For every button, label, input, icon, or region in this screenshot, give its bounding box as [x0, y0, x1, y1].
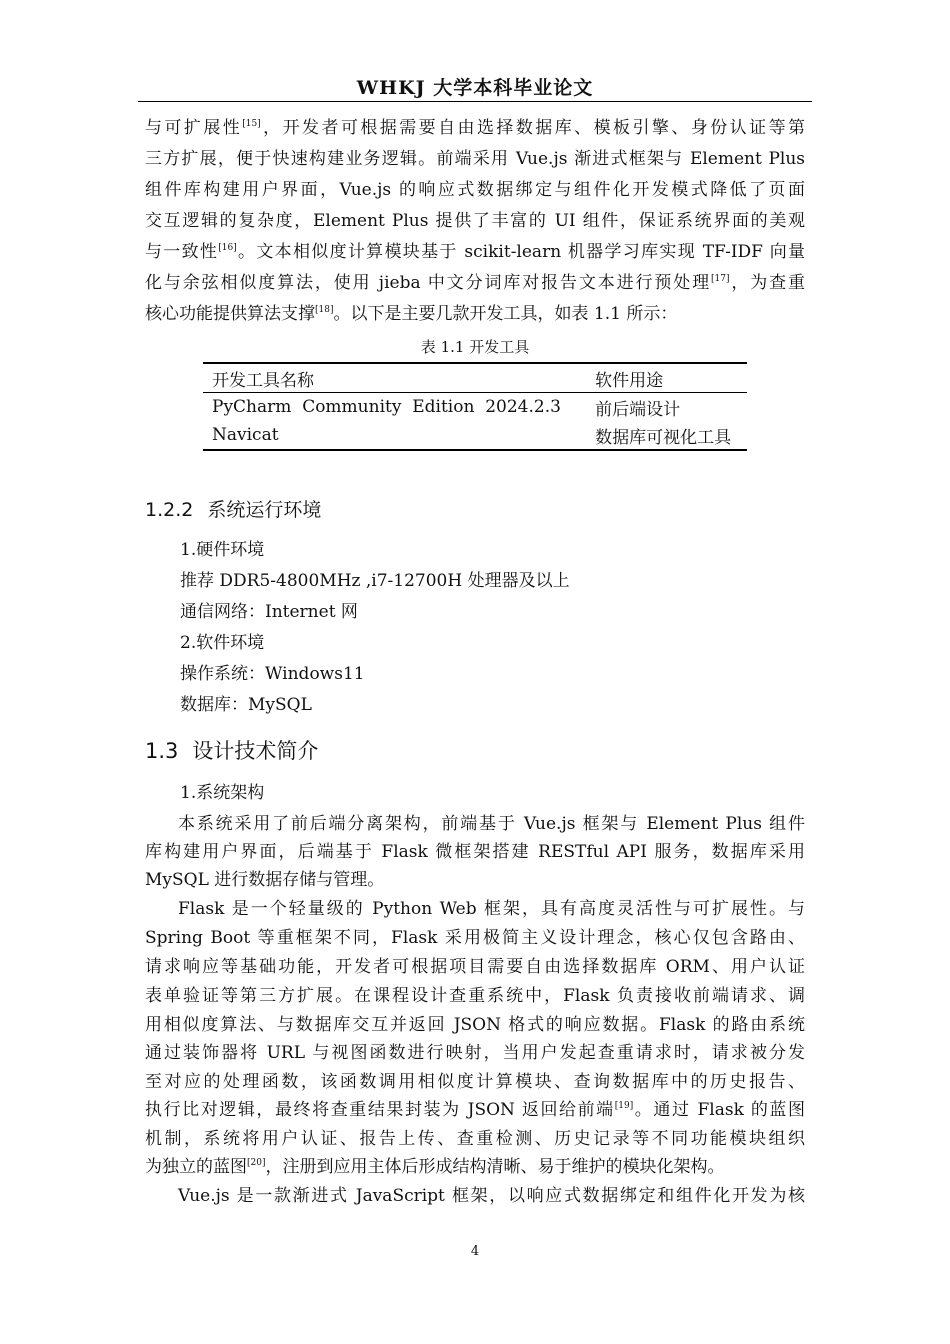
text-line: MySQL 进行数据存储与管理。 — [145, 870, 385, 890]
table-header-row — [203, 363, 747, 393]
text-line: Vue.js 是一款渐进式 JavaScript 框架，以响应式数据绑定和组件化开发为核 — [178, 1186, 805, 1206]
text-line: 为独立的蓝图[20]，注册到应用主体后形成结构清晰、易于维护的模块化架构。 — [145, 1157, 725, 1177]
page-number: 4 — [470, 1244, 480, 1259]
table-cell: 数据库可视化工具 — [586, 421, 747, 450]
table-row — [203, 421, 747, 450]
citation: [17] — [711, 274, 730, 284]
text-line: 核心功能提供算法支撑[18]。以下是主要几款开发工具，如表 1.1 所示： — [145, 304, 678, 324]
table-cell: Navicat — [203, 421, 586, 450]
table-header-cell: 软件用途 — [586, 363, 747, 393]
text-line: 机制，系统将用户认证、报告上传、查重检测、历史记录等不同功能模块组织 — [145, 1129, 805, 1149]
text-line: Spring Boot 等重框架不同，Flask 采用极简主义设计理念，核心仅包含路由、 — [145, 928, 805, 948]
text-line: 化与余弦相似度算法，使用 jieba 中文分词库对报告文本进行预处理[17]，为查重 — [145, 273, 806, 293]
section-heading-1-3 — [145, 735, 318, 765]
table-cell: 前后端设计 — [595, 399, 681, 420]
citation: [19] — [614, 1101, 634, 1111]
text-line: 通过装饰器将 URL 与视图函数进行映射，当用户发起查重请求时，请求被分发 — [145, 1043, 805, 1063]
text-line: 执行比对逻辑，最终将查重结果封装为 JSON 返回给前端[19]。通过 Flask 的蓝图 — [145, 1100, 805, 1120]
text-line: 至对应的处理函数，该函数调用相似度计算模块、查询数据库中的历史报告、 — [145, 1072, 805, 1092]
list-item: 推荐 DDR5-4800MHz ,i7-12700H 处理器及以上 — [180, 571, 570, 591]
text-line: 组件库构建用户界面，Vue.js 的响应式数据绑定与组件化开发模式降低了页面 — [145, 180, 805, 200]
list-item: 2.软件环境 — [180, 633, 265, 653]
section-title: 系统运行环境 — [207, 499, 322, 521]
section-number: 1.2.2 — [145, 499, 194, 521]
section-number: 1.3 — [145, 739, 179, 763]
citation: [16] — [218, 243, 237, 253]
text-line: 表单验证等第三方扩展。在课程设计查重系统中，Flask 负责接收前端请求、调 — [145, 986, 805, 1006]
text-line: Flask 是一个轻量级的 Python Web 框架，具有高度灵活性与可扩展性。与 — [178, 899, 805, 919]
text-line: 与可扩展性[15]，开发者可根据需要自由选择数据库、模板引擎、身份认证等第 — [145, 118, 806, 138]
citation: [18] — [315, 305, 334, 315]
text-line: 用相似度算法、与数据库交互并返回 JSON 格式的响应数据。Flask 的路由系统 — [145, 1015, 805, 1035]
text-line: 本系统采用了前后端分离架构，前端基于 Vue.js 框架与 Element Plus 组件 — [178, 814, 805, 834]
text-line: 库构建用户界面，后端基于 Flask 微框架搭建 RESTful API 服务，数据库采用 — [145, 842, 805, 862]
tools-table — [203, 362, 747, 451]
text-line: 与一致性[16]。文本相似度计算模块基于 scikit-learn 机器学习库实现 TF-IDF 向量 — [145, 242, 805, 262]
text-line: 交互逻辑的复杂度，Element Plus 提供了丰富的 UI 组件，保证系统界面的美观 — [145, 211, 805, 231]
section-title: 设计技术简介 — [192, 739, 319, 763]
table-header-cell: 开发工具名称 — [203, 363, 586, 393]
citation: [15] — [242, 119, 261, 129]
section-heading-1-2-2 — [145, 495, 321, 522]
header-rule — [138, 101, 812, 102]
list-item: 1.硬件环境 — [180, 540, 265, 560]
subheading: 1.系统架构 — [180, 783, 265, 803]
table-row — [203, 393, 747, 422]
list-item: 操作系统：Windows11 — [180, 664, 365, 684]
table-cell: PyCharm Community Edition 2024.2.3 — [212, 397, 561, 417]
list-item: 通信网络：Internet 网 — [180, 602, 358, 622]
citation: [20] — [247, 1158, 266, 1168]
page-header: WHKJ 大学本科毕业论文 — [356, 77, 594, 99]
text-line: 三方扩展，便于快速构建业务逻辑。前端采用 Vue.js 渐进式框架与 Element Plus — [145, 149, 805, 169]
text-line: 请求响应等基础功能，开发者可根据项目需要自由选择数据库 ORM、用户认证 — [145, 957, 805, 977]
list-item: 数据库：MySQL — [180, 695, 312, 715]
table-caption: 表 1.1 开发工具 — [420, 338, 530, 356]
